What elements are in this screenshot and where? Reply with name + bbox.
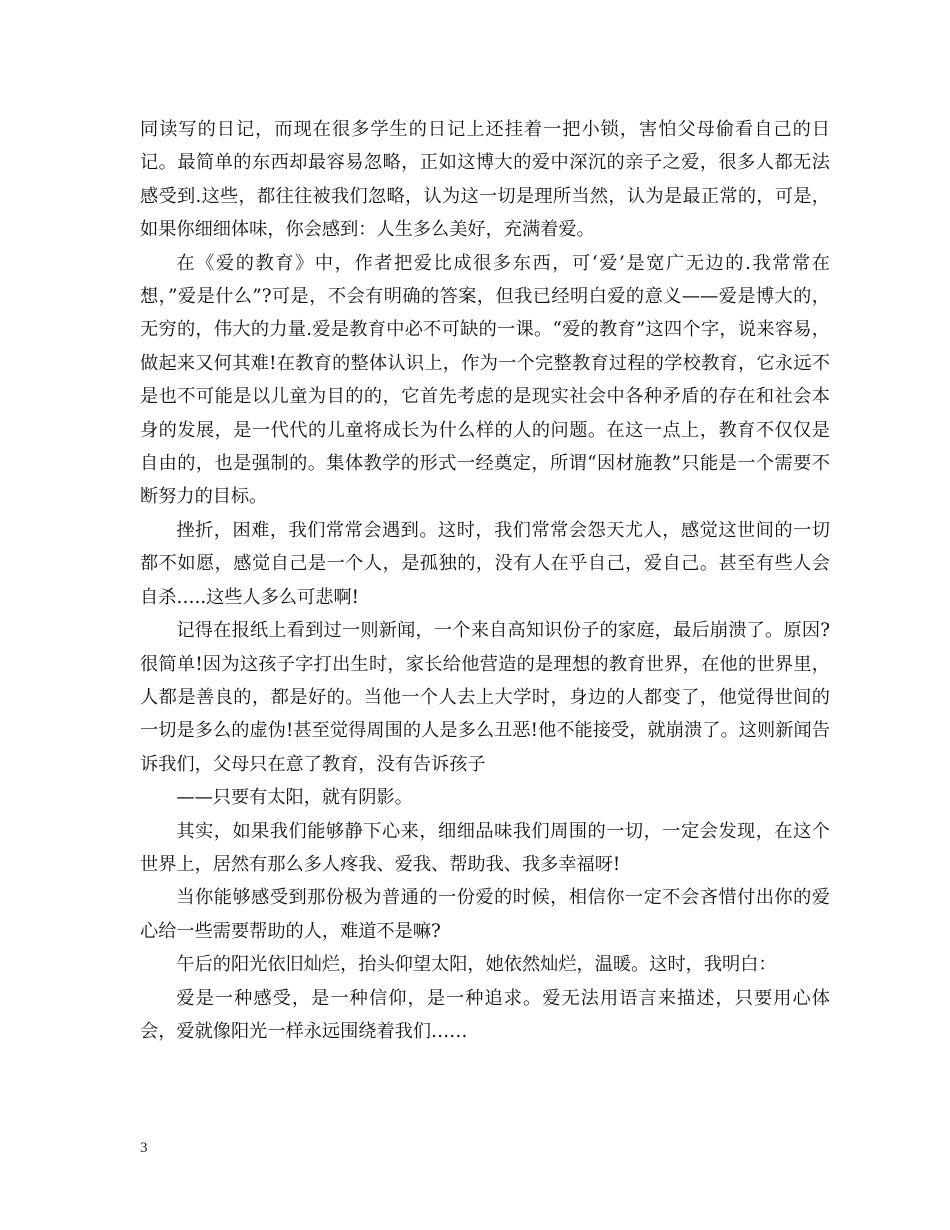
paragraph-7: 当你能够感受到那份极为普通的一份爱的时候，相信你一定不会吝惜付出你的爱心给一些需要帮助的人，难道不是嘛?	[140, 887, 830, 942]
body-text	[140, 113, 830, 1048]
paragraph-8: 午后的阳光依旧灿烂，抬头仰望太阳，她依然灿烂，温暖。这时，我明白：	[176, 954, 777, 976]
paragraph-1: 同读写的日记，而现在很多学生的日记上还挂着一把小锁，害怕父母偷看自己的日记。最简单的东西却最容易忽略，正如这博大的爱中深沉的亲子之爱，很多人都无法感受到.这些，都往往被我们忽略，认为这一切是理所当然，认为是最正常的，可是，如果你细细体味，你会感到：人生多么美好，充满着爱。	[140, 119, 830, 241]
paragraph-9: 爱是一种感受，是一种信仰，是一种追求。爱无法用语言来描述，只要用心体会，爱就像阳光一样永远围绕着我们……	[140, 987, 830, 1042]
paragraph-5: ——只要有太阳，就有阴影。	[176, 787, 413, 809]
paragraph-4: 记得在报纸上看到过一则新闻，一个来自高知识份子的家庭，最后崩溃了。原因?很简单!因为这孩子字打出生时，家长给他营造的是理想的教育世界，在他的世界里，人都是善良的，都是好的。当他一个人去上大学时，身边的人都变了，他觉得世间的一切是多么的虚伪!甚至觉得周围的人是多么丑恶!他不能接受，就崩溃了。这则新闻告诉我们，父母只在意了教育，没有告诉孩子	[140, 620, 830, 775]
paragraph-3: 挫折，困难，我们常常会遇到。这时，我们常常会怨天尤人，感觉这世间的一切都不如愿，感觉自己是一个人，是孤独的，没有人在乎自己，爱自己。甚至有些人会自杀…..这些人多么可悲啊!	[140, 519, 830, 608]
paragraph-6: 其实，如果我们能够静下心来，细细品味我们周围的一切，一定会发现，在这个世界上，居然有那么多人疼我、爱我、帮助我、我多幸福呀!	[140, 820, 830, 875]
paragraph-2: 在《爱的教育》中，作者把爱比成很多东西，可‘爱’是宽广无边的.我常常在想，”爱是什么”?可是，不会有明确的答案，但我已经明白爱的意义——爱是博大的，无穷的，伟大的力量.爱是教育中必不可缺的一课。“爱的教育”这四个字，说来容易，做起来又何其难!在教育的整体认识上，作为一个完整教育过程的学校教育，它永远不是也不可能是以儿童为目的的，它首先考虑的是现实社会中各种矛盾的存在和社会本身的发展，是一代代的儿童将成长为什么样的人的问题。在这一点上，教育不仅仅是自由的，也是强制的。集体教学的形式一经奠定，所谓“因材施教”只能是一个需要不断努力的目标。	[140, 252, 830, 508]
page-number: 3	[140, 1140, 148, 1156]
